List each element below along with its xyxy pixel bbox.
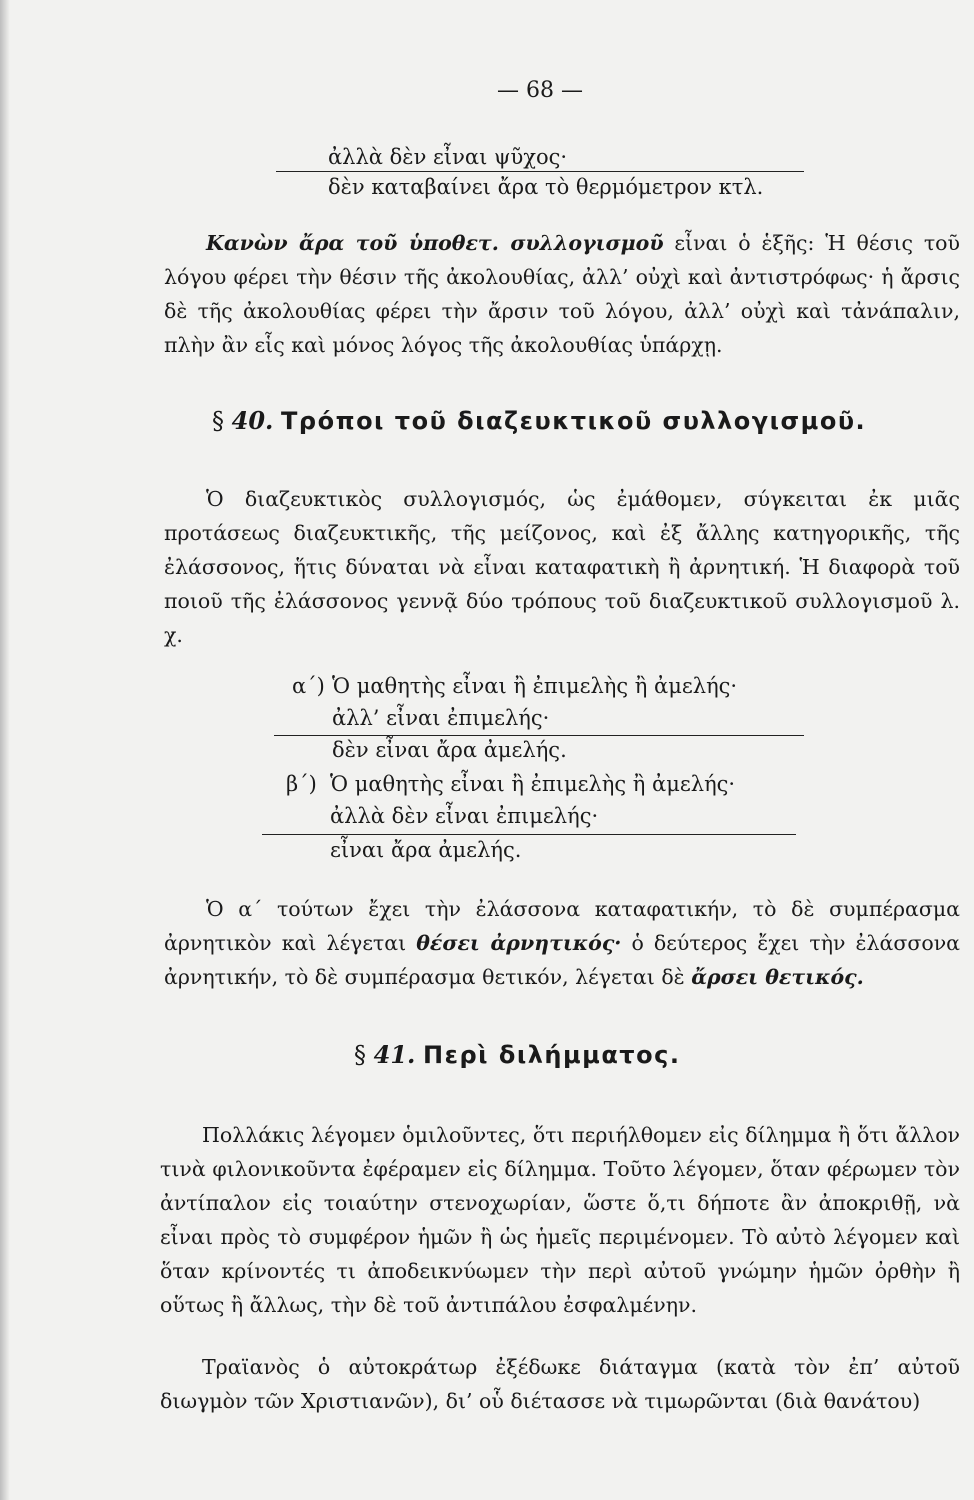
example-b-conclusion: εἶναι ἄρα ἀμελής. [330, 838, 522, 862]
rule-paragraph [164, 226, 960, 362]
rule-lead-term: Κανὼν ἄρα τοῦ ὑποθετ. συλλογισμοῦ [206, 231, 664, 255]
syllogism-conclusion: δὲν καταβαίνει ἄρα τὸ θερμόμετρον κτλ. [328, 175, 764, 199]
section-41-text-1: Πολλάκις λέγομεν ὁμιλοῦντες, ὅτι περιήλθομεν εἰς δίλημμα ἢ ὅτι ἄλλον τινὰ φιλονικοῦντα ἐφέραμεν εἰς δίλημμα. Τοῦτο λέγομεν, ὅταν φέρωμεν τὸν ἀντίπαλον εἰς τοιαύτην στενοχωρίαν, ὥστε ὅ,τι δήποτε ἂν ἀποκριθῇ, νὰ εἶναι πρὸς τὸ συμφέρον ἡμῶν ἢ ὡς ἡμεῖς περιμένομεν. Τὸ αὐτὸ λέγομεν καὶ ὅταν κρίνοντές τι ἀποδεικνύωμεν τὴν περὶ αὐτοῦ γνώμην ἡμῶν ὀρθὴν ἢ οὕτως ἢ ἄλλως, τὴν δὲ τοῦ ἀντιπάλου ἐσφαλμένην. [160, 1123, 960, 1317]
example-a-major-premise: Ὁ μαθητὴς εἶναι ἢ ἐπιμελὴς ἢ ἀμελής· [332, 674, 738, 698]
example-a-label: α΄) [292, 674, 325, 698]
section-40-heading [212, 406, 866, 435]
syllogism-rule [276, 171, 804, 172]
syllogism-minor-premise: ἀλλὰ δὲν εἶναι ψῦχος· [328, 145, 568, 169]
example-a-conclusion: δὲν εἶναι ἄρα ἀμελής. [332, 738, 567, 762]
section-title: Περὶ διλήμματος. [423, 1041, 681, 1069]
section-sign: § [354, 1041, 366, 1069]
section-sign: § [212, 407, 224, 435]
page-edge-shadow [0, 0, 10, 1500]
term-thesei-arnitikos: θέσει ἀρνητικός· [416, 931, 622, 955]
section-40-paragraph [164, 482, 960, 652]
modes-text-2: ὁ δεύτερος ἔχει τὴν ἐλάσσονα ἀρνητικήν, τὸ δὲ συμπέρασμα θετικόν, λέγεται δὲ [164, 931, 960, 989]
page-number: — 68 — [497, 78, 583, 103]
term-arsei-thetikos: ἄρσει θετικός. [691, 965, 864, 989]
example-b-label: β΄) [286, 772, 317, 796]
example-b-minor-premise: ἀλλὰ δὲν εἶναι ἐπιμελής· [330, 804, 599, 828]
section-number: 40. [231, 406, 274, 435]
section-41-paragraph-1 [160, 1118, 960, 1322]
section-41-heading [354, 1040, 680, 1069]
example-b-rule [262, 834, 796, 835]
section-title: Τρόποι τοῦ διαζευκτικοῦ συλλογισμοῦ. [281, 407, 867, 435]
section-40-text: Ὁ διαζευκτικὸς συλλογισμός, ὡς ἐμάθομεν, σύγκειται ἐκ μιᾶς προτάσεως διαζευκτικῆς, τῆς μείζονος, καὶ ἐξ ἄλλης κατηγορικῆς, τῆς ἐλάσσονος, ἥτις δύναται νὰ εἶναι καταφατικὴ ἢ ἀρνητική. Ἡ διαφορὰ τοῦ ποιοῦ τῆς ἐλάσσονος γεννᾷ δύο τρόπους τοῦ διαζευκτικοῦ συλλογισμοῦ λ. χ. [164, 487, 960, 647]
modes-paragraph [164, 892, 960, 994]
section-41-paragraph-2 [160, 1350, 960, 1418]
example-b-major-premise: Ὁ μαθητὴς εἶναι ἢ ἐπιμελὴς ἢ ἀμελής· [330, 772, 736, 796]
rule-text: εἶναι ὁ ἑξῆς: Ἡ θέσις τοῦ λόγου φέρει τὴν θέσιν τῆς ἀκολουθίας, ἀλλ’ οὐχὶ καὶ ἀντιστρόφως· ἡ ἄρσις δὲ τῆς ἀκολουθίας φέρει τὴν ἄρσιν τοῦ λόγου, ἀλλ’ οὐχὶ καὶ τἀνάπαλιν, πλὴν ἂν εἷς καὶ μόνος λόγος τῆς ἀκολουθίας ὑπάρχῃ. [164, 231, 960, 357]
section-number: 41. [373, 1040, 416, 1069]
example-a-minor-premise: ἀλλ’ εἶναι ἐπιμελής· [332, 706, 550, 730]
example-a-rule [274, 735, 804, 736]
section-41-text-2: Τραϊανὸς ὁ αὐτοκράτωρ ἐξέδωκε διάταγμα (κατὰ τὸν ἐπ’ αὐτοῦ διωγμὸν τῶν Χριστιανῶν), δι’ οὗ διέτασσε νὰ τιμωρῶνται (διὰ θανάτου) [160, 1355, 960, 1413]
modes-text-1: Ὁ α΄ τούτων ἔχει τὴν ἐλάσσονα καταφατικήν, τὸ δὲ συμπέρασμα ἀρνητικὸν καὶ λέγεται [164, 897, 960, 955]
